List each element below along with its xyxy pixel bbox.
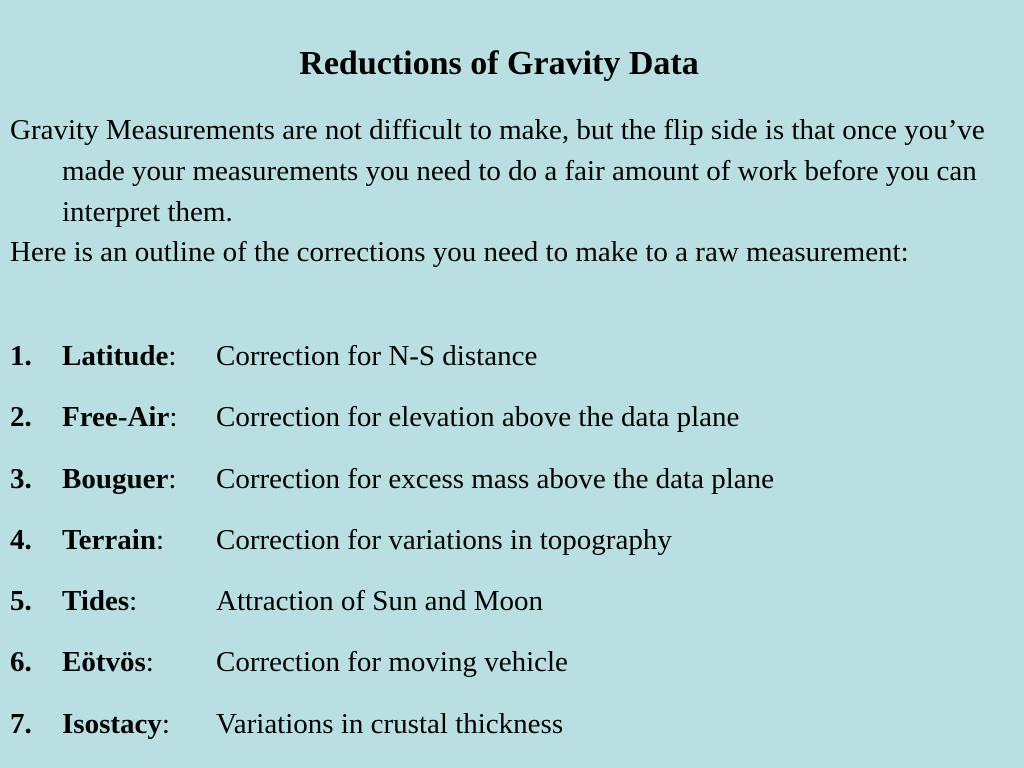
- item-term: [62, 336, 176, 376]
- item-number: 4.: [10, 523, 32, 556]
- item-number: 1.: [10, 340, 32, 372]
- item-description: Correction for elevation above the data plane: [216, 401, 740, 434]
- term-label: Tides: [62, 585, 130, 618]
- intro-paragraph: Gravity Measurements are not difficult to make, but the flip side is that once you’ve made your measurements you need to do a fair amount of work before you can interpret them.: [10, 114, 985, 228]
- term-separator: :: [169, 401, 178, 434]
- outline-paragraph: Here is an outline of the corrections you need to make to a raw measurement:: [10, 236, 909, 268]
- item-term: [62, 581, 137, 621]
- item-number: 3.: [10, 462, 32, 495]
- item-description: Variations in crustal thickness: [216, 707, 564, 740]
- term-label: Terrain: [62, 523, 156, 556]
- item-number: 6.: [10, 646, 32, 679]
- term-separator: :: [168, 340, 177, 372]
- term-separator: :: [129, 585, 138, 618]
- term-separator: :: [168, 462, 177, 495]
- term-separator: :: [161, 707, 170, 740]
- item-term: [62, 642, 154, 682]
- item-description: Correction for excess mass above the data plane: [216, 462, 775, 495]
- term-label: Isostacy: [62, 707, 162, 740]
- item-term: [62, 520, 164, 560]
- item-description: Correction for variations in topography: [216, 523, 672, 556]
- item-description: Attraction of Sun and Moon: [216, 585, 544, 618]
- slide-title: Reductions of Gravity Data: [299, 45, 699, 82]
- term-label: Free-Air: [62, 401, 170, 434]
- term-label: Bouguer: [62, 462, 169, 495]
- item-description: Correction for N-S distance: [216, 340, 538, 372]
- term-label: Latitude: [62, 340, 169, 372]
- item-number: 7.: [10, 707, 32, 740]
- item-number: 5.: [10, 585, 32, 618]
- item-term: [62, 397, 177, 437]
- item-term: [62, 459, 176, 499]
- term-separator: :: [155, 523, 165, 556]
- term-separator: :: [145, 646, 154, 679]
- item-description: Correction for moving vehicle: [216, 646, 568, 679]
- term-label: Eötvös: [62, 646, 146, 679]
- item-term: [62, 704, 170, 744]
- item-number: 2.: [10, 401, 32, 434]
